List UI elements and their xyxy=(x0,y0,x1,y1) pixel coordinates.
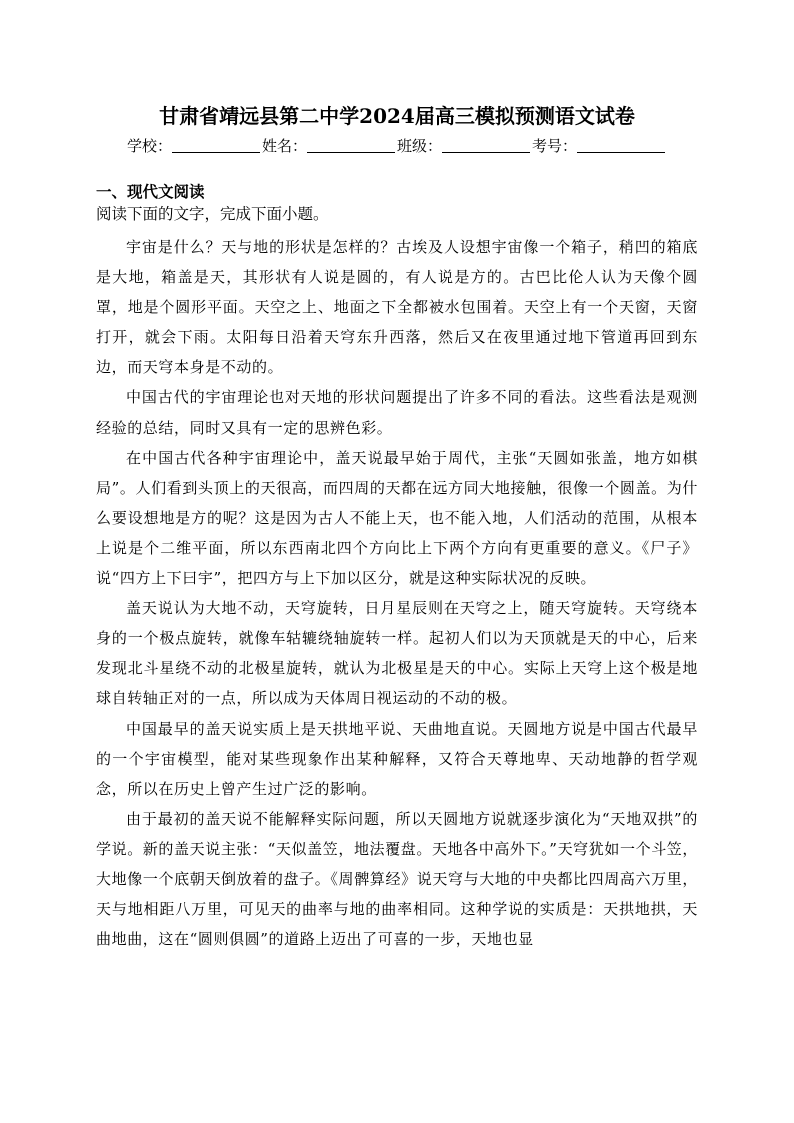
passage-paragraph: 宇宙是什么？天与地的形状是怎样的？古埃及人设想宇宙像一个箱子，稍凹的箱底是大地，箱盖是天，其形状有人说是圆的，有人说是方的。古巴比伦人认为天像个圆罩，地是个圆形平面。天空之上、地面之下全都被水包围着。天空上有一个天窗，天窗打开，就会下雨。太阳每日沿着天穹东升西落，然后又在夜里通过地下管道再回到东边，而天穹本身是不动的。 xyxy=(96,238,698,377)
passage-paragraph: 中国最早的盖天说实质上是天拱地平说、天曲地直说。天圆地方说是中国古代最早的一个宇宙模型，能对某些现象作出某种解释，又符合天尊地卑、天动地静的哲学观念，所以在历史上曾产生过广泛的影响。 xyxy=(96,719,698,798)
exam-no-blank[interactable] xyxy=(577,136,665,153)
exam-no-label: 考号： xyxy=(532,137,578,155)
name-field xyxy=(262,134,397,158)
name-label: 姓名： xyxy=(261,137,307,155)
passage-paragraph: 由于最初的盖天说不能解释实际问题，所以天圆地方说就逐步演化为“天地双拱”的学说。新的盖天说主张：“天似盖笠，地法覆盘。天地各中高外下。”天穹犹如一个斗笠，大地像一个底朝天倒放着的盘子。《周髀算经》说天穹与大地的中央都比四周高六万里，天与地相距八万里，可见天的曲率与地的曲率相同。这种学说的实质是：天拱地拱，天曲地曲，这在“圆则俱圆”的道路上迈出了可喜的一步，天地也显 xyxy=(96,809,698,949)
class-field xyxy=(397,134,532,158)
passage-paragraph: 中国古代的宇宙理论也对天地的形状问题提出了许多不同的看法。这些看法是观测经验的总结，同时又具有一定的思辨色彩。 xyxy=(96,388,698,437)
exam-no-field xyxy=(532,134,667,158)
student-info-line xyxy=(0,134,794,158)
class-label: 班级： xyxy=(397,137,443,155)
name-blank[interactable] xyxy=(307,136,395,153)
section-instruction: 阅读下面的文字，完成下面小题。 xyxy=(96,205,329,223)
reading-passage xyxy=(96,232,698,954)
class-blank[interactable] xyxy=(442,136,530,153)
school-field xyxy=(127,134,262,158)
section-heading: 一、现代文阅读 xyxy=(96,183,205,201)
passage-paragraph: 在中国古代各种宇宙理论中，盖天说最早始于周代，主张“天圆如张盖，地方如棋局”。人们看到头顶上的天很高，而四周的天都在远方同大地接触，很像一个圆盖。为什么要设想地是方的呢？这是因为古人不能上天，也不能入地，人们活动的范围，从根本上说是个二维平面，所以东西南北四个方向比上下两个方向有更重要的意义。《尸子》说“四方上下曰宇”，把四方与上下加以区分，就是这种实际状况的反映。 xyxy=(96,448,698,588)
passage-paragraph: 盖天说认为大地不动，天穹旋转，日月星辰则在天穹之上，随天穹旋转。天穹绕本身的一个极点旋转，就像车轱辘绕轴旋转一样。起初人们以为天顶就是天的中心，后来发现北斗星绕不动的北极星旋转，就认为北极星是天的中心。实际上天穹上这个极是地球自转轴正对的一点，所以成为天体周日视运动的不动的极。 xyxy=(96,599,698,708)
school-label: 学校： xyxy=(126,137,172,155)
school-blank[interactable] xyxy=(172,136,260,153)
exam-title: 甘肃省靖远县第二中学2024届高三模拟预测语文试卷 xyxy=(159,104,635,128)
